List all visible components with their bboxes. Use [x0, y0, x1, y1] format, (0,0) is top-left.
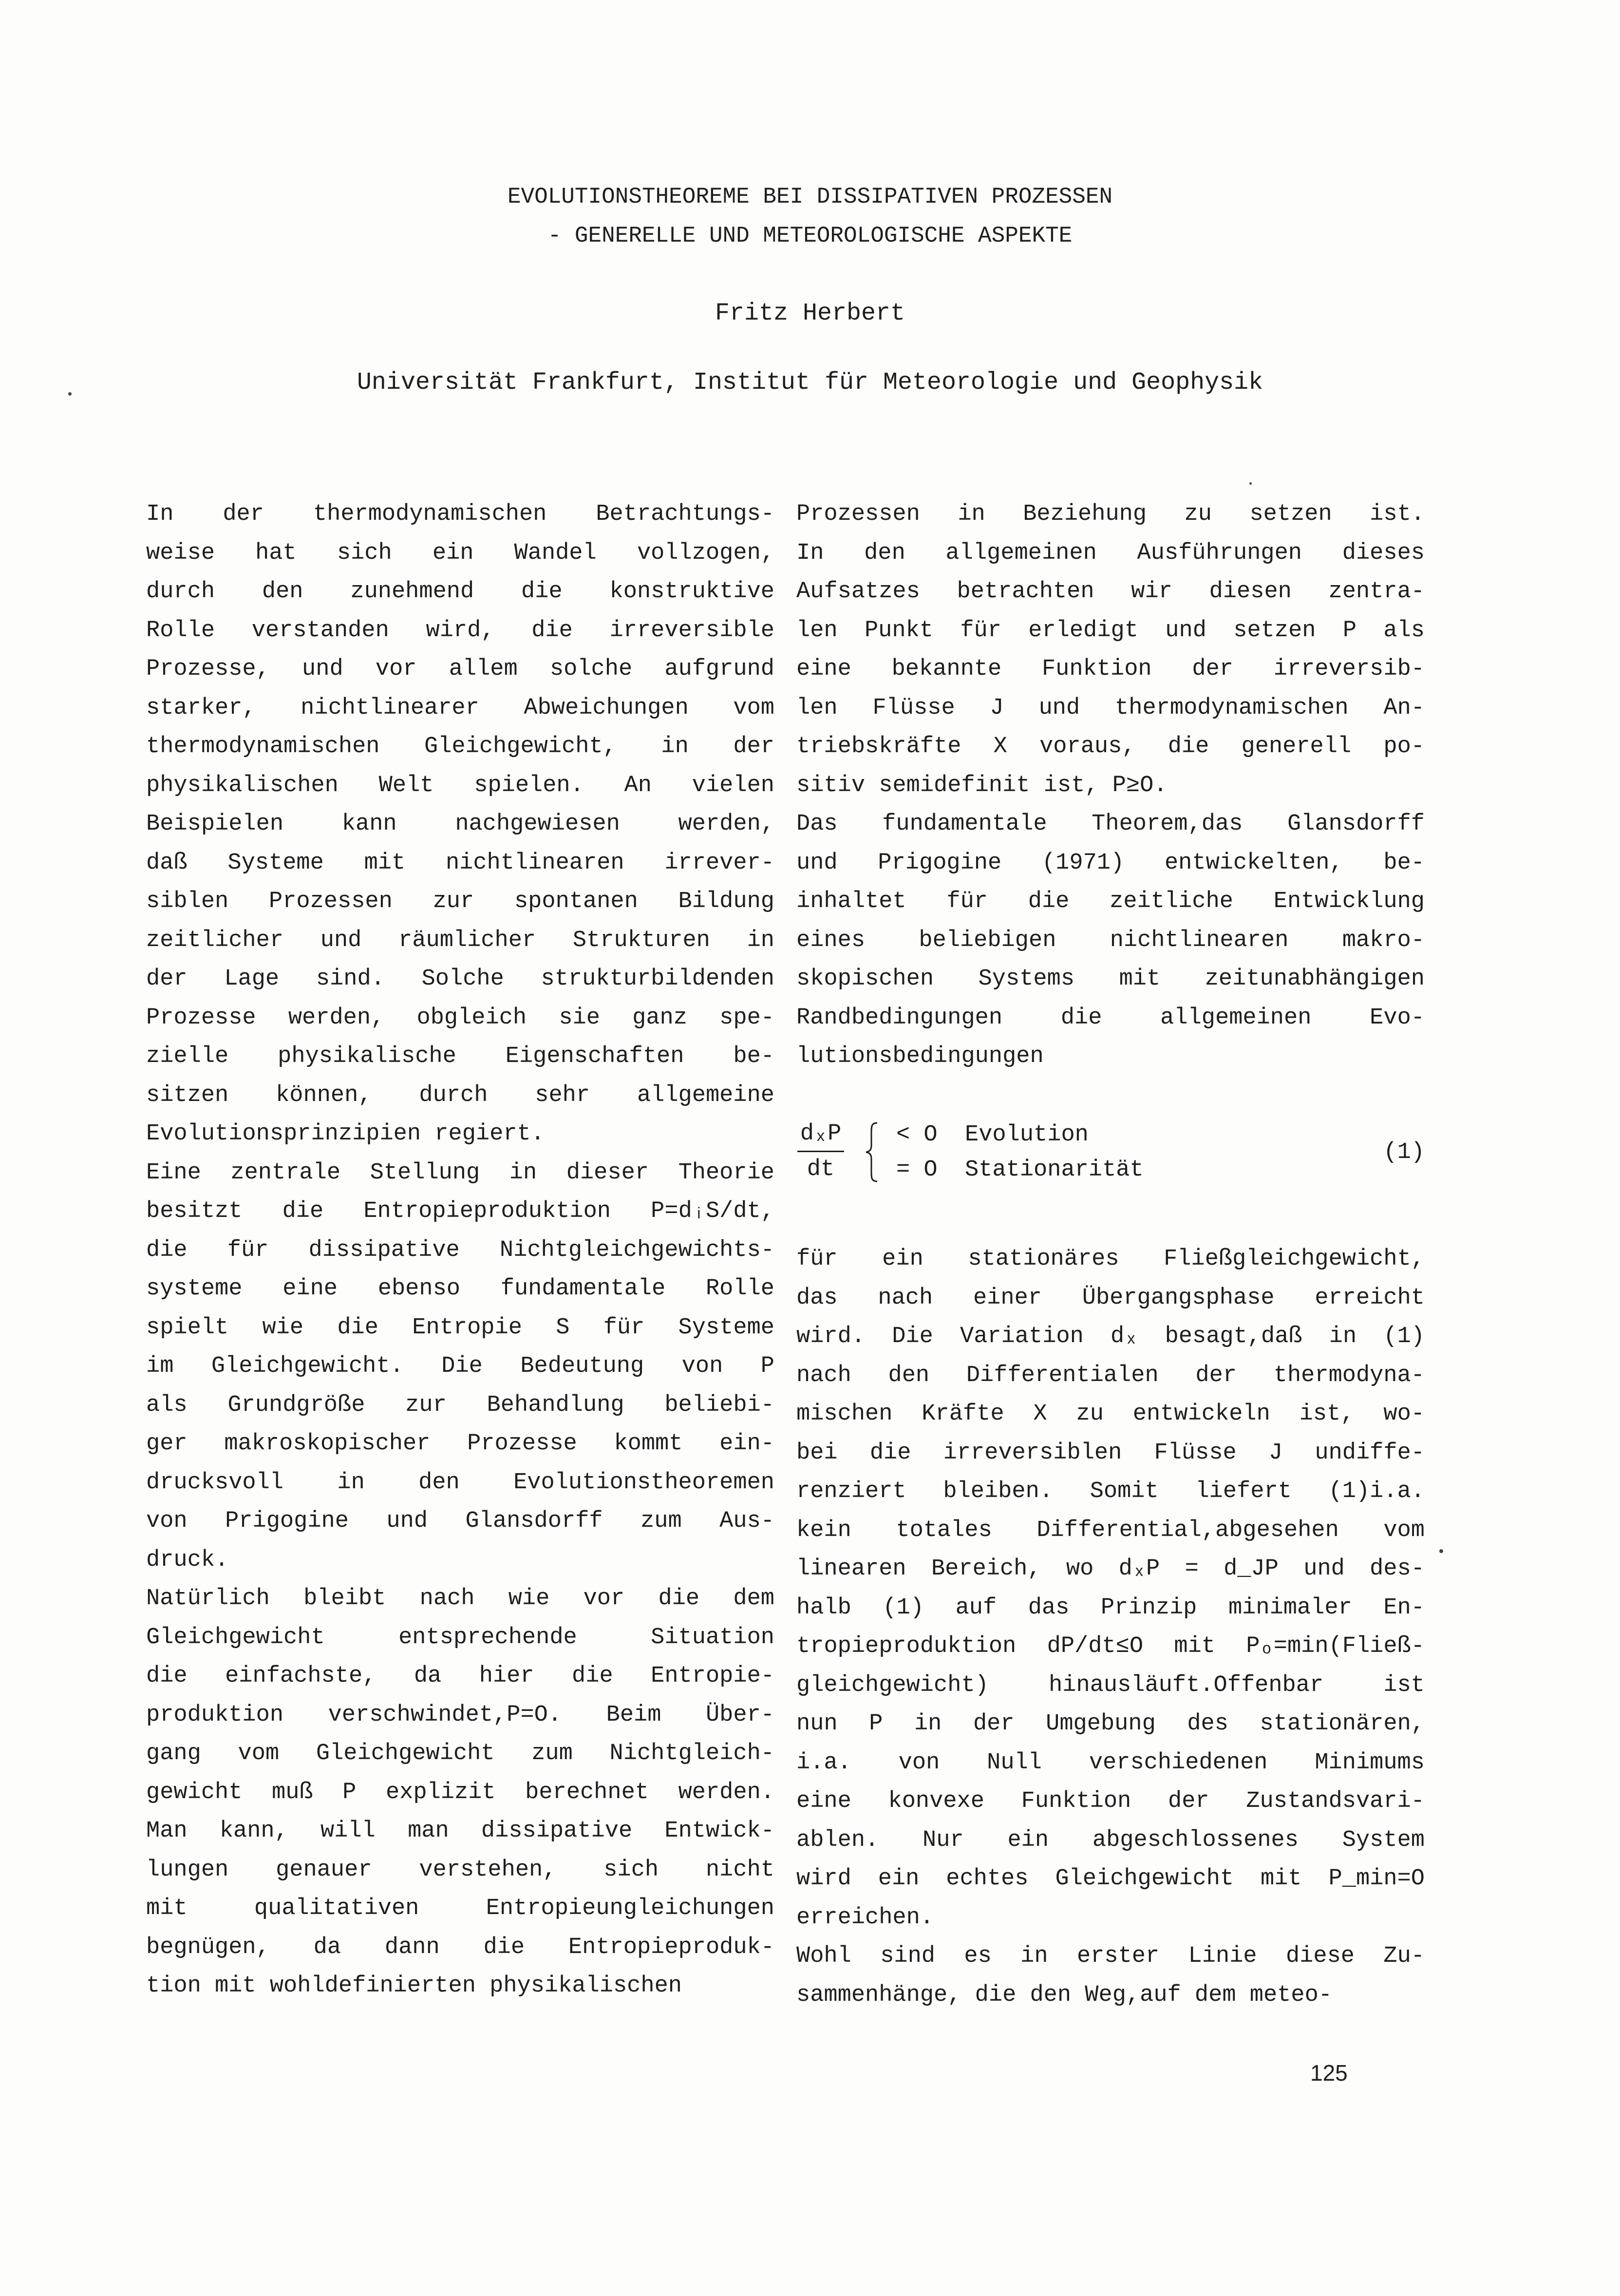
text-line: tropieproduktion dP/dt≤O mit Pₒ=min(Fließ- [796, 1633, 1425, 1659]
equation-numerator: dₓP [800, 1121, 842, 1147]
text-line: mit qualitativen Entropieungleichungen [146, 1896, 774, 1921]
text-line: len Flüsse J und thermodynamischen An- [796, 695, 1425, 721]
text-line: Eine zentrale Stellung in dieser Theorie [146, 1159, 774, 1186]
equation-case-stationarity: = O Stationarität [896, 1157, 1144, 1183]
text-line: nun P in der Umgebung des stationären, [796, 1711, 1425, 1737]
text-line: nach den Differentialen der thermodyna- [796, 1362, 1425, 1388]
fraction-bar [797, 1151, 844, 1152]
text-line: eine bekannte Funktion der irreversib- [796, 656, 1425, 682]
equation-number: (1) [1383, 1139, 1425, 1165]
text-line: Man kann, will man dissipative Entwick- [146, 1818, 774, 1844]
text-line: Prozesse, und vor allem solche aufgrund [146, 656, 774, 682]
text-line: gang vom Gleichgewicht zum Nichtgleich- [146, 1741, 774, 1766]
text-line: begnügen, da dann die Entropieproduk- [146, 1934, 774, 1960]
text-line: skopischen Systems mit zeitunabhängigen [796, 966, 1425, 992]
text-line: drucksvoll in den Evolutionstheoremen [146, 1469, 774, 1496]
text-line: Prozesse werden, obgleich sie ganz spe- [146, 1005, 774, 1031]
text-line: renziert bleiben. Somit liefert (1)i.a. [796, 1479, 1425, 1504]
text-line: eine konvexe Funktion der Zustandsvari- [796, 1788, 1425, 1814]
text-line: ger makroskopischer Prozesse kommt ein- [146, 1431, 774, 1457]
text-line: wird ein echtes Gleichgewicht mit P_min=O [796, 1866, 1425, 1892]
text-line: Beispielen kann nachgewiesen werden, [146, 811, 774, 837]
text-line: die für dissipative Nichtgleichgewichts- [146, 1237, 774, 1263]
text-line: der Lage sind. Solche strukturbildenden [146, 966, 774, 992]
text-line: siblen Prozessen zur spontanen Bildung [146, 889, 774, 914]
text-line: daß Systeme mit nichtlinearen irrever- [146, 850, 774, 876]
text-line: durch den zunehmend die konstruktive [146, 579, 774, 605]
author: Fritz Herbert [715, 300, 905, 327]
text-line: systeme eine ebenso fundamentale Rolle [146, 1276, 774, 1302]
text-line: zielle physikalische Eigenschaften be- [146, 1044, 774, 1069]
text-line: Gleichgewicht entsprechende Situation [146, 1624, 774, 1651]
left-column [146, 495, 774, 2006]
text-line: i.a. von Null verschiedenen Minimums [796, 1749, 1425, 1776]
text-line: Rolle verstanden wird, die irreversible [146, 617, 774, 644]
text-line: starker, nichtlinearer Abweichungen vom [146, 695, 774, 721]
page-number: 125 [1310, 2060, 1348, 2086]
text-line: Wohl sind es in erster Linie diese Zu- [796, 1943, 1425, 1969]
scan-speck [1249, 482, 1252, 485]
right-column-top [796, 495, 1425, 1076]
text-line: gleichgewicht) hinausläuft.Offenbar ist [796, 1672, 1425, 1698]
equation-fraction [796, 1120, 845, 1184]
text-line: lutionsbedingungen [796, 1044, 1044, 1069]
text-line: In den allgemeinen Ausführungen dieses [796, 540, 1425, 566]
text-line: bei die irreversiblen Flüsse J undiffe- [796, 1440, 1425, 1466]
text-line: triebskräfte X voraus, die generell po- [796, 734, 1425, 759]
text-line: In der thermodynamischen Betrachtungs- [146, 501, 774, 527]
equation-1 [796, 1116, 1425, 1189]
text-line: Aufsatzes betrachten wir diesen zentra- [796, 579, 1425, 605]
equation-case-evolution: < O Evolution [896, 1122, 1089, 1148]
text-line: tion mit wohldefinierten physikalischen [146, 1973, 682, 1999]
left-brace-icon [865, 1121, 879, 1183]
equation-denominator: dt [807, 1157, 835, 1182]
text-line: Natürlich bleibt nach wie vor die dem [146, 1586, 774, 1612]
text-line: spielt wie die Entropie S für Systeme [146, 1314, 774, 1341]
scan-speck [68, 392, 72, 396]
text-line: gewicht muß P explizit berechnet werden. [146, 1779, 774, 1805]
text-line: sitiv semidefinit ist, P≥O. [796, 772, 1168, 798]
text-line: sitzen können, durch sehr allgemeine [146, 1082, 774, 1108]
title-line-2: - GENERELLE UND METEOROLOGISCHE ASPEKTE [547, 223, 1073, 248]
text-line: mischen Kräfte X zu entwickeln ist, wo- [796, 1401, 1425, 1427]
text-line: von Prigogine und Glansdorff zum Aus- [146, 1508, 774, 1534]
text-line: eines beliebigen nichtlinearen makro- [796, 927, 1425, 953]
text-line: Das fundamentale Theorem,das Glansdorff [796, 811, 1425, 837]
text-line: linearen Bereich, wo dₓP = d_JP und des- [796, 1556, 1425, 1582]
text-line: und Prigogine (1971) entwickelten, be- [796, 850, 1425, 876]
text-line: das nach einer Übergangsphase erreicht [796, 1285, 1425, 1311]
right-column-bottom [796, 1240, 1425, 2014]
text-line: halb (1) auf das Prinzip minimaler En- [796, 1594, 1425, 1621]
text-line: erreichen. [796, 1904, 934, 1931]
text-line: physikalischen Welt spielen. An vielen [146, 772, 774, 798]
text-line: druck. [146, 1547, 229, 1573]
text-line: besitzt die Entropieproduktion P=dᵢS/dt, [146, 1198, 774, 1224]
text-line: inhaltet für die zeitliche Entwicklung [796, 889, 1425, 914]
text-line: ablen. Nur ein abgeschlossenes System [796, 1827, 1425, 1853]
text-line: len Punkt für erledigt und setzen P als [796, 617, 1425, 644]
text-line: thermodynamischen Gleichgewicht, in der [146, 734, 774, 759]
text-line: lungen genauer verstehen, sich nicht [146, 1857, 774, 1883]
text-line: kein totales Differential,abgesehen vom [796, 1517, 1425, 1543]
text-line: für ein stationäres Fließgleichgewicht, [796, 1246, 1425, 1272]
text-line: Evolutionsprinzipien regiert. [146, 1121, 545, 1147]
title-line-1: EVOLUTIONSTHEOREME BEI DISSIPATIVEN PROZESSEN [507, 184, 1113, 209]
text-line: Randbedingungen die allgemeinen Evo- [796, 1005, 1425, 1031]
affiliation: Universität Frankfurt, Institut für Meteorologie und Geophysik [357, 369, 1263, 397]
text-line: als Grundgröße zur Behandlung beliebi- [146, 1392, 774, 1418]
scan-speck [1439, 1549, 1443, 1553]
text-line: die einfachste, da hier die Entropie- [146, 1663, 774, 1689]
text-line: Prozessen in Beziehung zu setzen ist. [796, 501, 1425, 527]
text-line: produktion verschwindet,P=O. Beim Über- [146, 1702, 774, 1728]
text-line: sammenhänge, die den Weg,auf dem meteo- [796, 1982, 1332, 2008]
text-line: wird. Die Variation dₓ besagt,daß in (1) [796, 1324, 1425, 1349]
text-line: weise hat sich ein Wandel vollzogen, [146, 540, 774, 566]
text-line: zeitlicher und räumlicher Strukturen in [146, 927, 774, 953]
text-line: im Gleichgewicht. Die Bedeutung von P [146, 1353, 774, 1379]
